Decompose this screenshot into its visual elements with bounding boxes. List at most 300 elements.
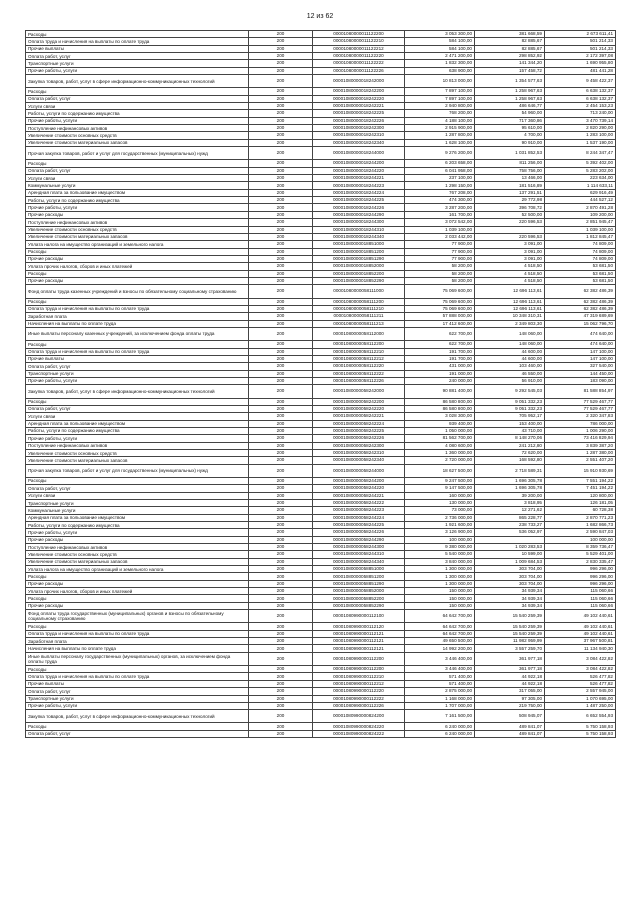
- row-code: 200: [249, 544, 313, 551]
- table-row: [26, 427, 616, 434]
- row-plan: 90 881 400,00: [405, 385, 475, 398]
- row-fact: 157 458,72: [475, 67, 545, 74]
- row-fact: 153 400,00: [475, 420, 545, 427]
- table-row: [26, 255, 616, 262]
- table-row: [26, 355, 616, 362]
- row-code: 200: [249, 507, 313, 514]
- row-plan: 9 247 500,00: [405, 477, 475, 484]
- row-rest: 77 529 467,77: [545, 398, 616, 405]
- row-fact: 2 718 589,31: [475, 464, 545, 477]
- row-name: Транспортные услуги: [26, 500, 249, 507]
- row-name: Расходы: [26, 270, 249, 277]
- row-plan: 622 700,00: [405, 327, 475, 340]
- table-row: [26, 413, 616, 420]
- row-plan: 767 208,00: [405, 189, 475, 196]
- row-fact: 10 348 310,31: [475, 313, 545, 320]
- row-rest: 1 006 290,00: [545, 427, 616, 434]
- row-rest: 53 681,50: [545, 277, 616, 284]
- row-code: 200: [249, 182, 313, 189]
- row-name: Увеличение стоимости материальных запасов: [26, 139, 249, 146]
- row-name: Прочие выплаты: [26, 45, 249, 52]
- row-kbk: 00001080000058111213: [313, 320, 405, 327]
- table-row: [26, 500, 616, 507]
- table-row: [26, 529, 616, 536]
- table-row: [26, 305, 616, 312]
- row-fact: 12 696 113,61: [475, 305, 545, 312]
- table-row: [26, 638, 616, 645]
- table-row: [26, 219, 616, 226]
- row-fact: 3 091,00: [475, 255, 545, 262]
- table-row: [26, 588, 616, 595]
- table-row: [26, 544, 616, 551]
- table-row: [26, 60, 616, 67]
- row-kbk: 00001080000018244220: [313, 167, 405, 174]
- row-name: Коммунальные услуги: [26, 507, 249, 514]
- row-name: Уплата налога на имущество организаций и земельного налога: [26, 241, 249, 248]
- row-code: 200: [249, 492, 313, 499]
- row-code: 200: [249, 233, 313, 240]
- row-kbk: 00001080000058242221: [313, 413, 405, 420]
- row-plan: 1 707 000,00: [405, 702, 475, 709]
- row-code: 200: [249, 255, 313, 262]
- row-rest: 7 451 194,22: [545, 485, 616, 492]
- row-rest: 2 830 335,47: [545, 558, 616, 565]
- table-row: [26, 189, 616, 196]
- row-name: Оплата труда и начисления на выплаты по оплате труда: [26, 673, 249, 680]
- row-code: 200: [249, 263, 313, 270]
- row-name: Прочие работы, услуги: [26, 67, 249, 74]
- row-plan: 1 628 100,00: [405, 139, 475, 146]
- row-name: Поступление нефинансовых активов: [26, 442, 249, 449]
- row-rest: 223 634,00: [545, 175, 616, 182]
- row-plan: 150 000,00: [405, 595, 475, 602]
- row-fact: 508 945,07: [475, 710, 545, 723]
- row-code: 200: [249, 298, 313, 305]
- row-kbk: 00001080000018852200: [313, 270, 405, 277]
- table-row: [26, 723, 616, 730]
- row-kbk: 00001080000018244000: [313, 147, 405, 160]
- row-plan: 64 642 700,00: [405, 610, 475, 623]
- row-fact: 1 009 684,53: [475, 558, 545, 565]
- row-name: Увеличение стоимости материальных запасов: [26, 233, 249, 240]
- row-code: 200: [249, 125, 313, 132]
- row-plan: 1 832 300,00: [405, 60, 475, 67]
- row-fact: 220 596,53: [475, 219, 545, 226]
- row-kbk: 00001080000058111210: [313, 305, 405, 312]
- row-code: 200: [249, 160, 313, 167]
- row-name: Увеличение стоимости материальных запасов: [26, 457, 249, 464]
- row-rest: 526 477,82: [545, 673, 616, 680]
- row-rest: 2 590 847,03: [545, 529, 616, 536]
- row-fact: 811 256,00: [475, 160, 545, 167]
- row-rest: 444 527,12: [545, 197, 616, 204]
- row-fact: 12 696 113,61: [475, 298, 545, 305]
- row-fact: 705 952,17: [475, 413, 545, 420]
- row-plan: 49 650 500,00: [405, 638, 475, 645]
- row-rest: 147 100,00: [545, 348, 616, 355]
- row-name: Расходы: [26, 477, 249, 484]
- row-kbk: 00001080990000112121: [313, 630, 405, 637]
- table-row: [26, 449, 616, 456]
- row-kbk: 00001080000011122212: [313, 45, 405, 52]
- table-row: [26, 730, 616, 737]
- row-name: Работы, услуги по содержанию имущества: [26, 522, 249, 529]
- row-rest: 1 283 100,00: [545, 132, 616, 139]
- row-plan: 58 200,00: [405, 270, 475, 277]
- row-plan: 191 700,00: [405, 348, 475, 355]
- row-code: 200: [249, 75, 313, 88]
- row-fact: 219 750,00: [475, 702, 545, 709]
- row-code: 200: [249, 31, 313, 38]
- row-rest: 996 296,00: [545, 573, 616, 580]
- row-kbk: 00001080000018244310: [313, 226, 405, 233]
- row-plan: 17 412 600,00: [405, 320, 475, 327]
- row-rest: 5 529 401,00: [545, 551, 616, 558]
- row-rest: 5 750 158,93: [545, 730, 616, 737]
- table-row: [26, 477, 616, 484]
- row-name: Коммунальные услуги: [26, 182, 249, 189]
- table-row: [26, 522, 616, 529]
- row-plan: 3 840 000,00: [405, 558, 475, 565]
- row-rest: 2 870 491,28: [545, 204, 616, 211]
- row-plan: 77 900,00: [405, 248, 475, 255]
- row-fact: 72 620,00: [475, 449, 545, 456]
- row-fact: 148 060,00: [475, 341, 545, 348]
- row-code: 200: [249, 167, 313, 174]
- table-row: [26, 398, 616, 405]
- row-fact: [475, 536, 545, 543]
- row-name: Иные выплаты персоналу государственных (муниципальных) органов, за исключением фонда оплаты труда: [26, 652, 249, 665]
- row-plan: 191 700,00: [405, 355, 475, 362]
- row-kbk: 00001080000058244222: [313, 500, 405, 507]
- row-fact: 4 518,50: [475, 263, 545, 270]
- row-rest: 786 000,00: [545, 420, 616, 427]
- row-plan: 768 200,00: [405, 110, 475, 117]
- row-kbk: 00001080000058112210: [313, 348, 405, 355]
- row-kbk: 00001080000018242226: [313, 117, 405, 124]
- row-code: 200: [249, 500, 313, 507]
- row-name: Транспортные услуги: [26, 370, 249, 377]
- table-row: [26, 320, 616, 327]
- row-fact: 56 910,00: [475, 377, 545, 384]
- row-code: 200: [249, 702, 313, 709]
- row-rest: 144 450,00: [545, 370, 616, 377]
- row-fact: 44 600,00: [475, 348, 545, 355]
- row-rest: 2 551 407,20: [545, 457, 616, 464]
- row-name: Расходы: [26, 723, 249, 730]
- row-kbk: 00001080000058851290: [313, 580, 405, 587]
- row-plan: 2 875 000,00: [405, 688, 475, 695]
- row-code: 200: [249, 197, 313, 204]
- row-name: Транспортные услуги: [26, 695, 249, 702]
- row-name: Оплата работ, услуг: [26, 167, 249, 174]
- row-fact: 44 600,00: [475, 355, 545, 362]
- row-name: Поступление нефинансовых активов: [26, 125, 249, 132]
- row-code: 200: [249, 60, 313, 67]
- row-kbk: 00001080000058244340: [313, 558, 405, 565]
- row-fact: 3 091,00: [475, 248, 545, 255]
- row-rest: 3 839 387,20: [545, 442, 616, 449]
- table-row: [26, 95, 616, 102]
- row-rest: 1 070 695,00: [545, 695, 616, 702]
- table-row: [26, 197, 616, 204]
- row-code: 200: [249, 666, 313, 673]
- row-name: Услуги связи: [26, 103, 249, 110]
- row-code: 200: [249, 219, 313, 226]
- table-row: [26, 75, 616, 88]
- row-code: 200: [249, 449, 313, 456]
- row-rest: 6 638 132,37: [545, 95, 616, 102]
- row-kbk: 00001080000058244000: [313, 464, 405, 477]
- row-rest: 49 102 440,61: [545, 623, 616, 630]
- row-kbk: 00001080000058244300: [313, 544, 405, 551]
- row-rest: 183 090,00: [545, 377, 616, 384]
- row-plan: 2 736 000,00: [405, 514, 475, 521]
- row-name: Закупка товаров, работ, услуг в сфере информационно-коммуникационных технологий: [26, 385, 249, 398]
- table-row: [26, 435, 616, 442]
- row-name: Уплата налога на имущество организаций и земельного налога: [26, 566, 249, 573]
- table-row: [26, 630, 616, 637]
- row-code: 200: [249, 53, 313, 60]
- table-row: [26, 370, 616, 377]
- row-rest: 2 172 397,08: [545, 53, 616, 60]
- row-rest: 474 640,00: [545, 341, 616, 348]
- row-fact: 1 031 852,53: [475, 147, 545, 160]
- row-kbk: 00001080990000112200: [313, 652, 405, 665]
- row-plan: 57 888 000,00: [405, 313, 475, 320]
- row-name: Поступление нефинансовых активов: [26, 219, 249, 226]
- row-rest: 1 039 100,00: [545, 226, 616, 233]
- row-fact: 317 055,00: [475, 688, 545, 695]
- row-name: Прочие расходы: [26, 580, 249, 587]
- row-kbk: 00001080000058242200: [313, 398, 405, 405]
- row-kbk: 00001080000018851290: [313, 255, 405, 262]
- row-fact: 90 910,00: [475, 139, 545, 146]
- row-rest: 47 319 689,69: [545, 313, 616, 320]
- row-rest: 1 537 190,00: [545, 139, 616, 146]
- row-rest: 1 812 845,47: [545, 233, 616, 240]
- row-plan: 638 900,00: [405, 67, 475, 74]
- row-kbk: 00001080990000112220: [313, 688, 405, 695]
- row-code: 200: [249, 652, 313, 665]
- row-name: Арендная плата за пользование имуществом: [26, 420, 249, 427]
- row-fact: 489 841,07: [475, 723, 545, 730]
- row-rest: 474 640,00: [545, 327, 616, 340]
- row-rest: 2 557 945,00: [545, 688, 616, 695]
- table-row: [26, 298, 616, 305]
- row-name: Услуги связи: [26, 492, 249, 499]
- row-code: 200: [249, 139, 313, 146]
- row-kbk: 00001080000058244221: [313, 492, 405, 499]
- row-name: Расходы: [26, 341, 249, 348]
- table-row: [26, 175, 616, 182]
- row-code: 200: [249, 110, 313, 117]
- row-code: 200: [249, 477, 313, 484]
- row-kbk: 00001080000018244223: [313, 182, 405, 189]
- table-row: [26, 551, 616, 558]
- table-row: [26, 270, 616, 277]
- table-row: [26, 405, 616, 412]
- table-row: [26, 132, 616, 139]
- row-plan: 1 287 800,00: [405, 132, 475, 139]
- table-row: [26, 710, 616, 723]
- row-plan: 240 000,00: [405, 377, 475, 384]
- row-fact: 8 148 270,06: [475, 435, 545, 442]
- table-row: [26, 457, 616, 464]
- table-row: [26, 167, 616, 174]
- table-row: [26, 580, 616, 587]
- row-fact: 13 466,00: [475, 175, 545, 182]
- row-kbk: 00001080000018244290: [313, 211, 405, 218]
- row-code: 200: [249, 377, 313, 384]
- row-plan: 2 720 000,00: [405, 457, 475, 464]
- row-kbk: 00001080990000112222: [313, 695, 405, 702]
- row-code: 200: [249, 442, 313, 449]
- table-row: [26, 566, 616, 573]
- row-name: Прочие расходы: [26, 255, 249, 262]
- row-plan: 571 400,00: [405, 673, 475, 680]
- table-row: [26, 377, 616, 384]
- row-name: Прочие расходы: [26, 602, 249, 609]
- row-rest: 15 910 930,69: [545, 464, 616, 477]
- row-name: Иные выплаты персоналу казенных учреждений, за исключением фонда оплаты труда: [26, 327, 249, 340]
- row-kbk: 00001080000058242225: [313, 427, 405, 434]
- table-row: [26, 558, 616, 565]
- table-row: [26, 31, 616, 38]
- row-kbk: 00001080000058242300: [313, 442, 405, 449]
- row-plan: 571 400,00: [405, 680, 475, 687]
- row-code: 200: [249, 566, 313, 573]
- row-rest: 53 681,50: [545, 270, 616, 277]
- row-rest: 1 287 380,00: [545, 449, 616, 456]
- row-kbk: 00001080000018851000: [313, 241, 405, 248]
- row-code: 200: [249, 285, 313, 298]
- row-kbk: 00001080000058111211: [313, 313, 405, 320]
- row-plan: 237 100,00: [405, 175, 475, 182]
- row-plan: 6 041 958,00: [405, 167, 475, 174]
- row-name: Оплата труда и начисления на выплаты по оплате труда: [26, 630, 249, 637]
- row-kbk: 00001080000058244310: [313, 551, 405, 558]
- row-name: Увеличение стоимости материальных запасов: [26, 558, 249, 565]
- row-kbk: 00001080990000824200: [313, 710, 405, 723]
- table-row: [26, 147, 616, 160]
- row-rest: 8 359 736,47: [545, 544, 616, 551]
- row-kbk: 00001080990000112210: [313, 673, 405, 680]
- row-rest: 3 084 422,82: [545, 666, 616, 673]
- row-plan: 86 580 800,00: [405, 405, 475, 412]
- row-kbk: 00001080000018244200: [313, 160, 405, 167]
- row-name: Увеличение стоимости основных средств: [26, 449, 249, 456]
- row-rest: 62 382 486,39: [545, 285, 616, 298]
- row-plan: 3 287 200,00: [405, 204, 475, 211]
- row-plan: 622 700,00: [405, 341, 475, 348]
- row-name: Прочие работы, услуги: [26, 435, 249, 442]
- table-row: [26, 695, 616, 702]
- row-code: 200: [249, 132, 313, 139]
- row-fact: 44 922,18: [475, 673, 545, 680]
- row-kbk: 00001080000018242340: [313, 139, 405, 146]
- row-code: 200: [249, 529, 313, 536]
- row-rest: 115 060,66: [545, 588, 616, 595]
- row-code: 200: [249, 673, 313, 680]
- row-kbk: 00001080000058111000: [313, 285, 405, 298]
- row-fact: 15 540 259,39: [475, 623, 545, 630]
- table-row: [26, 652, 616, 665]
- row-code: 200: [249, 204, 313, 211]
- row-kbk: 00001080000011122210: [313, 38, 405, 45]
- row-plan: 150 000,00: [405, 588, 475, 595]
- row-plan: 3 126 900,00: [405, 529, 475, 536]
- row-code: 200: [249, 730, 313, 737]
- row-fact: 3 818,95: [475, 500, 545, 507]
- row-plan: 474 300,00: [405, 197, 475, 204]
- row-rest: 115 060,66: [545, 602, 616, 609]
- row-kbk: 00001080000058244225: [313, 522, 405, 529]
- row-kbk: 00001080000058244224: [313, 514, 405, 521]
- row-kbk: 00001080000058851000: [313, 566, 405, 573]
- row-code: 200: [249, 117, 313, 124]
- row-rest: 501 214,33: [545, 38, 616, 45]
- row-name: Прочие работы, услуги: [26, 702, 249, 709]
- row-code: 200: [249, 348, 313, 355]
- row-code: 200: [249, 695, 313, 702]
- table-row: [26, 67, 616, 74]
- row-code: 200: [249, 270, 313, 277]
- row-code: 200: [249, 623, 313, 630]
- table-body: [26, 31, 616, 738]
- row-code: 200: [249, 241, 313, 248]
- table-row: [26, 241, 616, 248]
- row-name: Расходы: [26, 623, 249, 630]
- row-rest: 2 851 945,47: [545, 219, 616, 226]
- row-rest: 9 458 422,37: [545, 75, 616, 88]
- row-kbk: 00001080000058112212: [313, 355, 405, 362]
- row-rest: 115 060,66: [545, 595, 616, 602]
- table-row: [26, 464, 616, 477]
- row-name: Оплата труда и начисления на выплаты по оплате труда: [26, 305, 249, 312]
- row-plan: 73 000,00: [405, 507, 475, 514]
- row-name: Прочие работы, услуги: [26, 377, 249, 384]
- row-name: Работы, услуги по содержанию имущества: [26, 427, 249, 434]
- row-code: 200: [249, 595, 313, 602]
- row-kbk: 00001080000058112200: [313, 341, 405, 348]
- row-kbk: 00001080990000112121: [313, 645, 405, 652]
- row-name: Расходы: [26, 573, 249, 580]
- row-plan: 4 188 100,00: [405, 117, 475, 124]
- table-row: [26, 313, 616, 320]
- row-rest: 996 296,00: [545, 580, 616, 587]
- row-code: 200: [249, 189, 313, 196]
- row-fact: 381 668,59: [475, 31, 545, 38]
- table-row: [26, 363, 616, 370]
- row-name: Уплата прочих налогов, сборов и иных платежей: [26, 263, 249, 270]
- row-kbk: 00001080000058112226: [313, 377, 405, 384]
- row-rest: 81 588 854,97: [545, 385, 616, 398]
- row-code: 200: [249, 710, 313, 723]
- row-rest: 996 296,00: [545, 566, 616, 573]
- row-name: Оплата работ, услуг: [26, 730, 249, 737]
- row-name: Работы, услуги по содержанию имущества: [26, 197, 249, 204]
- row-plan: 1 168 000,00: [405, 695, 475, 702]
- row-rest: 49 102 440,61: [545, 610, 616, 623]
- row-rest: 147 100,00: [545, 355, 616, 362]
- row-code: 200: [249, 305, 313, 312]
- table-row: [26, 125, 616, 132]
- table-row: [26, 160, 616, 167]
- row-fact: 46 550,00: [475, 370, 545, 377]
- table-row: [26, 688, 616, 695]
- table-row: [26, 602, 616, 609]
